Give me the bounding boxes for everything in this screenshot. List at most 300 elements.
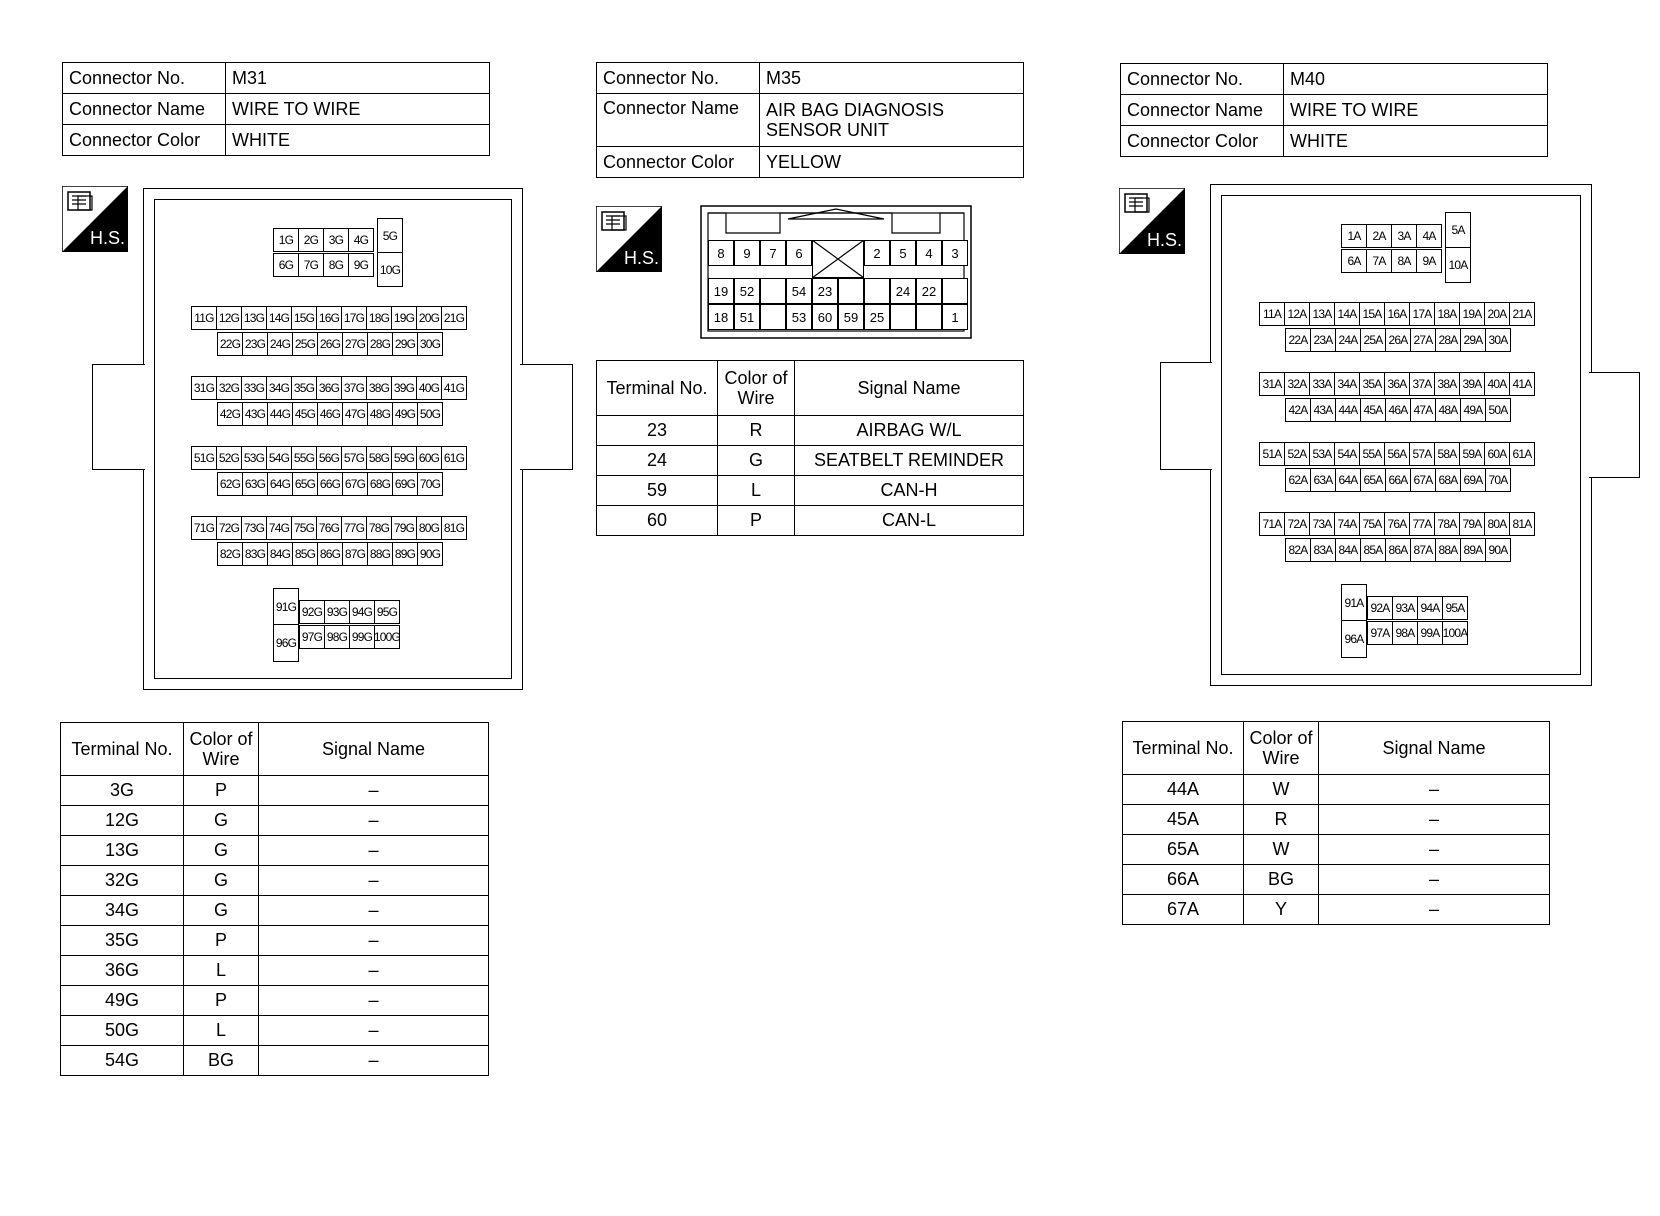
pin-8: 8	[708, 240, 734, 266]
pin-47g: 47G	[342, 402, 368, 426]
m35-connector-color-label: Connector Color	[597, 147, 760, 178]
pin-60: 60	[812, 304, 838, 330]
pin-36g: 36G	[316, 376, 342, 400]
svg-text:H.S.: H.S.	[90, 228, 126, 248]
pin-28a: 28A	[1435, 328, 1461, 352]
wire-color-cell: G	[184, 806, 259, 836]
signal-name-cell: –	[1319, 805, 1550, 835]
signal-name-cell: –	[259, 986, 489, 1016]
pin-29g: 29G	[392, 332, 418, 356]
pin-76g: 76G	[316, 516, 342, 540]
terminal-cell: 59	[597, 476, 718, 506]
pin-100a: 100A	[1442, 621, 1468, 645]
m40-terminal-no-header: Terminal No.	[1123, 722, 1244, 775]
pin-27a: 27A	[1410, 328, 1436, 352]
pin-6g: 6G	[273, 253, 299, 277]
pin-77a: 77A	[1409, 512, 1435, 536]
pin-42g: 42G	[217, 402, 243, 426]
wire-color-cell: R	[718, 416, 795, 446]
signal-name-cell: –	[259, 1046, 489, 1076]
pin-37a: 37A	[1409, 372, 1435, 396]
pin-89g: 89G	[392, 542, 418, 566]
pin-90a: 90A	[1485, 538, 1511, 562]
terminal-cell: 50G	[61, 1016, 184, 1046]
pin-5g: 5G	[377, 218, 403, 253]
terminal-cell: 49G	[61, 986, 184, 1016]
wire-color-cell: P	[184, 926, 259, 956]
pin-5: 5	[890, 240, 916, 266]
table-row	[597, 476, 1024, 506]
pin-17a: 17A	[1409, 302, 1435, 326]
pin-3a: 3A	[1391, 224, 1417, 248]
pin-40g: 40G	[416, 376, 442, 400]
pin-78a: 78A	[1434, 512, 1460, 536]
pin-86g: 86G	[317, 542, 343, 566]
wire-color-cell: G	[184, 896, 259, 926]
pin-30g: 30G	[417, 332, 443, 356]
pin-6a: 6A	[1341, 249, 1367, 273]
m31-connector-color: WHITE	[226, 125, 490, 156]
pin-57a: 57A	[1409, 442, 1435, 466]
wire-color-cell: W	[1244, 775, 1319, 805]
wire-color-cell: P	[718, 506, 795, 536]
m35-connector-name-label: Connector Name	[597, 94, 760, 147]
pin-23g: 23G	[242, 332, 268, 356]
pin-55g: 55G	[291, 446, 317, 470]
pin-16g: 16G	[316, 306, 342, 330]
pin-97a: 97A	[1367, 621, 1393, 645]
pin-53: 53	[786, 304, 812, 330]
pin-43g: 43G	[242, 402, 268, 426]
svg-text:H.S.: H.S.	[1147, 230, 1183, 250]
wire-color-cell: R	[1244, 805, 1319, 835]
m35-wire-color-header: Color of Wire	[718, 361, 795, 416]
pin-75a: 75A	[1359, 512, 1385, 536]
table-row	[61, 986, 489, 1016]
signal-name-cell: –	[259, 1016, 489, 1046]
pin-62a: 62A	[1285, 468, 1311, 492]
m40-signal-name-header: Signal Name	[1319, 722, 1550, 775]
terminal-cell: 32G	[61, 866, 184, 896]
pin-53g: 53G	[241, 446, 267, 470]
wire-color-cell: P	[184, 986, 259, 1016]
table-row	[61, 956, 489, 986]
signal-name-cell: –	[1319, 895, 1550, 925]
pin-68g: 68G	[367, 472, 393, 496]
terminal-cell: 3G	[61, 776, 184, 806]
pin-3g: 3G	[323, 228, 349, 252]
pin-71a: 71A	[1259, 512, 1285, 536]
pin-13a: 13A	[1309, 302, 1335, 326]
pin-74g: 74G	[266, 516, 292, 540]
pin-52a: 52A	[1284, 442, 1310, 466]
terminal-cell: 36G	[61, 956, 184, 986]
terminal-cell: 54G	[61, 1046, 184, 1076]
pin-67g: 67G	[342, 472, 368, 496]
table-row	[61, 776, 489, 806]
pin-92g: 92G	[299, 600, 325, 624]
harness-side-icon	[62, 186, 128, 252]
pin-80g: 80G	[416, 516, 442, 540]
pin-24g: 24G	[267, 332, 293, 356]
m31-connector-name: WIRE TO WIRE	[226, 94, 490, 125]
pin-1a: 1A	[1341, 224, 1367, 248]
m40-wire-color-header: Color of Wire	[1244, 722, 1319, 775]
pin-4g: 4G	[348, 228, 374, 252]
pin-13g: 13G	[241, 306, 267, 330]
m35-info-table	[596, 62, 1024, 178]
wire-color-cell: Y	[1244, 895, 1319, 925]
pin-10a: 10A	[1445, 247, 1471, 283]
pin-48g: 48G	[367, 402, 393, 426]
wire-color-cell: W	[1244, 835, 1319, 865]
pin-36a: 36A	[1384, 372, 1410, 396]
pin-70g: 70G	[417, 472, 443, 496]
pin-96g: 96G	[273, 624, 299, 662]
pin-20g: 20G	[416, 306, 442, 330]
signal-name-cell: –	[1319, 865, 1550, 895]
pin-17g: 17G	[341, 306, 367, 330]
terminal-cell: 45A	[1123, 805, 1244, 835]
terminal-cell: 66A	[1123, 865, 1244, 895]
pin-68a: 68A	[1435, 468, 1461, 492]
pin-22: 22	[916, 278, 942, 304]
terminal-cell: 12G	[61, 806, 184, 836]
pin-66a: 66A	[1385, 468, 1411, 492]
pin-46a: 46A	[1385, 398, 1411, 422]
blocked-cavity-icon	[812, 240, 864, 278]
pin-51a: 51A	[1259, 442, 1285, 466]
pin-8a: 8A	[1391, 249, 1417, 273]
m31-terminal-table	[60, 722, 489, 1076]
pin-99g: 99G	[349, 625, 375, 649]
pin-54g: 54G	[266, 446, 292, 470]
pin-39a: 39A	[1459, 372, 1485, 396]
pin-69a: 69A	[1460, 468, 1486, 492]
pin-54: 54	[786, 278, 812, 304]
pin-19a: 19A	[1459, 302, 1485, 326]
pin-22a: 22A	[1285, 328, 1311, 352]
terminal-cell: 67A	[1123, 895, 1244, 925]
m31-wire-color-header: Color of Wire	[184, 723, 259, 776]
pin-59: 59	[838, 304, 864, 330]
signal-name-cell: –	[259, 776, 489, 806]
pin-47a: 47A	[1410, 398, 1436, 422]
pin-15g: 15G	[291, 306, 317, 330]
pin-2a: 2A	[1366, 224, 1392, 248]
pin-7: 7	[760, 240, 786, 266]
pin-94a: 94A	[1417, 596, 1443, 620]
pin-86a: 86A	[1385, 538, 1411, 562]
pin-2g: 2G	[298, 228, 324, 252]
pin-15a: 15A	[1359, 302, 1385, 326]
signal-name-cell: –	[1319, 775, 1550, 805]
m40-left-latch	[1160, 362, 1212, 470]
table-row	[61, 1046, 489, 1076]
table-row	[61, 836, 489, 866]
m40-connector-color: WHITE	[1284, 126, 1548, 157]
pin-51g: 51G	[191, 446, 217, 470]
m40-terminal-table	[1122, 721, 1550, 925]
pin-50g: 50G	[417, 402, 443, 426]
pin-85g: 85G	[292, 542, 318, 566]
pin-61g: 61G	[441, 446, 467, 470]
signal-name-cell: CAN-H	[795, 476, 1024, 506]
m40-info-table	[1120, 63, 1548, 157]
pin-18g: 18G	[366, 306, 392, 330]
pin-85a: 85A	[1360, 538, 1386, 562]
pin-58g: 58G	[366, 446, 392, 470]
signal-name-cell: –	[259, 926, 489, 956]
m35-signal-name-header: Signal Name	[795, 361, 1024, 416]
pin-29a: 29A	[1460, 328, 1486, 352]
pin-28g: 28G	[367, 332, 393, 356]
pin-12a: 12A	[1284, 302, 1310, 326]
wire-color-cell: L	[184, 956, 259, 986]
terminal-cell: 13G	[61, 836, 184, 866]
pin-11g: 11G	[191, 306, 217, 330]
pin-64g: 64G	[267, 472, 293, 496]
pin-100g: 100G	[374, 625, 400, 649]
pin-56a: 56A	[1384, 442, 1410, 466]
pin-59g: 59G	[391, 446, 417, 470]
svg-text:H.S.: H.S.	[624, 248, 660, 268]
m35-connector-color: YELLOW	[760, 147, 1024, 178]
table-row	[597, 416, 1024, 446]
pin-79a: 79A	[1459, 512, 1485, 536]
pin-40a: 40A	[1484, 372, 1510, 396]
table-row	[61, 866, 489, 896]
pin-27g: 27G	[342, 332, 368, 356]
pin-93g: 93G	[324, 600, 350, 624]
pin-26a: 26A	[1385, 328, 1411, 352]
pin-97g: 97G	[299, 625, 325, 649]
pin-91g: 91G	[273, 588, 299, 625]
signal-name-cell: –	[259, 806, 489, 836]
pin-53a: 53A	[1309, 442, 1335, 466]
pin-10g: 10G	[377, 252, 403, 287]
pin-64a: 64A	[1335, 468, 1361, 492]
pin-76a: 76A	[1384, 512, 1410, 536]
pin-95a: 95A	[1442, 596, 1468, 620]
pin-61a: 61A	[1509, 442, 1535, 466]
terminal-cell: 44A	[1123, 775, 1244, 805]
m31-left-latch	[92, 364, 145, 470]
terminal-cell: 24	[597, 446, 718, 476]
pin-12g: 12G	[216, 306, 242, 330]
empty-cavity	[916, 304, 942, 330]
pin-63a: 63A	[1310, 468, 1336, 492]
pin-14g: 14G	[266, 306, 292, 330]
pin-80a: 80A	[1484, 512, 1510, 536]
harness-side-icon	[596, 206, 662, 272]
pin-50a: 50A	[1485, 398, 1511, 422]
pin-1: 1	[942, 304, 968, 330]
pin-52: 52	[734, 278, 760, 304]
pin-19g: 19G	[391, 306, 417, 330]
pin-24a: 24A	[1335, 328, 1361, 352]
pin-22g: 22G	[217, 332, 243, 356]
pin-24: 24	[890, 278, 916, 304]
m40-connector-no: M40	[1284, 64, 1548, 95]
pin-34g: 34G	[266, 376, 292, 400]
pin-99a: 99A	[1417, 621, 1443, 645]
table-row	[597, 506, 1024, 536]
pin-92a: 92A	[1367, 596, 1393, 620]
empty-cavity	[942, 278, 968, 304]
pin-20a: 20A	[1484, 302, 1510, 326]
pin-44a: 44A	[1335, 398, 1361, 422]
table-row	[1123, 775, 1550, 805]
pin-60g: 60G	[416, 446, 442, 470]
pin-6: 6	[786, 240, 812, 266]
pin-33a: 33A	[1309, 372, 1335, 396]
m40-connector-name: WIRE TO WIRE	[1284, 95, 1548, 126]
wire-color-cell: P	[184, 776, 259, 806]
pin-35a: 35A	[1359, 372, 1385, 396]
empty-cavity	[890, 304, 916, 330]
pin-74a: 74A	[1334, 512, 1360, 536]
signal-name-cell: –	[259, 836, 489, 866]
pin-91a: 91A	[1341, 584, 1367, 621]
pin-82g: 82G	[217, 542, 243, 566]
signal-name-cell: CAN-L	[795, 506, 1024, 536]
empty-cavity	[760, 278, 786, 304]
pin-73g: 73G	[241, 516, 267, 540]
pin-30a: 30A	[1485, 328, 1511, 352]
pin-35g: 35G	[291, 376, 317, 400]
pin-98g: 98G	[324, 625, 350, 649]
pin-81a: 81A	[1509, 512, 1535, 536]
table-row	[1123, 805, 1550, 835]
pin-33g: 33G	[241, 376, 267, 400]
pin-70a: 70A	[1485, 468, 1511, 492]
pin-84a: 84A	[1335, 538, 1361, 562]
harness-side-icon	[1119, 188, 1185, 254]
pin-25: 25	[864, 304, 890, 330]
signal-name-cell: –	[259, 896, 489, 926]
terminal-cell: 34G	[61, 896, 184, 926]
signal-name-cell: SEATBELT REMINDER	[795, 446, 1024, 476]
pin-62g: 62G	[217, 472, 243, 496]
pin-14a: 14A	[1334, 302, 1360, 326]
pin-25g: 25G	[292, 332, 318, 356]
table-row	[61, 926, 489, 956]
pin-23a: 23A	[1310, 328, 1336, 352]
pin-72g: 72G	[216, 516, 242, 540]
pin-18a: 18A	[1434, 302, 1460, 326]
pin-98a: 98A	[1392, 621, 1418, 645]
table-row	[597, 446, 1024, 476]
table-row	[1123, 895, 1550, 925]
pin-88g: 88G	[367, 542, 393, 566]
pin-84g: 84G	[267, 542, 293, 566]
terminal-cell: 65A	[1123, 835, 1244, 865]
pin-75g: 75G	[291, 516, 317, 540]
table-row	[1123, 835, 1550, 865]
m31-signal-name-header: Signal Name	[259, 723, 489, 776]
pin-7g: 7G	[298, 253, 324, 277]
wire-color-cell: BG	[1244, 865, 1319, 895]
pin-5a: 5A	[1445, 212, 1471, 248]
pin-7a: 7A	[1366, 249, 1392, 273]
wire-color-cell: G	[718, 446, 795, 476]
pin-44g: 44G	[267, 402, 293, 426]
m40-connector-name-label: Connector Name	[1121, 95, 1284, 126]
m40-connector-no-label: Connector No.	[1121, 64, 1284, 95]
pin-49a: 49A	[1460, 398, 1486, 422]
table-row	[1123, 865, 1550, 895]
signal-name-cell: –	[259, 866, 489, 896]
pin-32a: 32A	[1284, 372, 1310, 396]
pin-8g: 8G	[323, 253, 349, 277]
m35-connector-name: AIR BAG DIAGNOSIS SENSOR UNIT	[760, 94, 1024, 147]
pin-9a: 9A	[1416, 249, 1442, 273]
pin-94g: 94G	[349, 600, 375, 624]
pin-87g: 87G	[342, 542, 368, 566]
empty-cavity	[760, 304, 786, 330]
m31-connector-no: M31	[226, 63, 490, 94]
pin-4a: 4A	[1416, 224, 1442, 248]
m35-terminal-table	[596, 360, 1024, 536]
table-row	[61, 1016, 489, 1046]
pin-57g: 57G	[341, 446, 367, 470]
terminal-cell: 35G	[61, 926, 184, 956]
pin-48a: 48A	[1435, 398, 1461, 422]
pin-41g: 41G	[441, 376, 467, 400]
pin-3: 3	[942, 240, 968, 266]
signal-name-cell: –	[259, 956, 489, 986]
wire-color-cell: G	[184, 866, 259, 896]
pin-55a: 55A	[1359, 442, 1385, 466]
pin-89a: 89A	[1460, 538, 1486, 562]
pin-63g: 63G	[242, 472, 268, 496]
m31-right-latch	[520, 364, 573, 470]
wire-color-cell: BG	[184, 1046, 259, 1076]
pin-79g: 79G	[391, 516, 417, 540]
pin-9g: 9G	[348, 253, 374, 277]
pin-45g: 45G	[292, 402, 318, 426]
pin-67a: 67A	[1410, 468, 1436, 492]
pin-1g: 1G	[273, 228, 299, 252]
m40-right-latch	[1589, 372, 1640, 478]
pin-49g: 49G	[392, 402, 418, 426]
pin-69g: 69G	[392, 472, 418, 496]
pin-41a: 41A	[1509, 372, 1535, 396]
pin-11a: 11A	[1259, 302, 1285, 326]
m35-terminal-no-header: Terminal No.	[597, 361, 718, 416]
pin-59a: 59A	[1459, 442, 1485, 466]
m31-connector-name-label: Connector Name	[63, 94, 226, 125]
pin-95g: 95G	[374, 600, 400, 624]
pin-43a: 43A	[1310, 398, 1336, 422]
m31-connector-color-label: Connector Color	[63, 125, 226, 156]
pin-34a: 34A	[1334, 372, 1360, 396]
pin-65a: 65A	[1360, 468, 1386, 492]
pin-72a: 72A	[1284, 512, 1310, 536]
pin-21g: 21G	[441, 306, 467, 330]
pin-31a: 31A	[1259, 372, 1285, 396]
pin-16a: 16A	[1384, 302, 1410, 326]
pin-78g: 78G	[366, 516, 392, 540]
wire-color-cell: L	[718, 476, 795, 506]
m35-connector-no: M35	[760, 63, 1024, 94]
table-row	[61, 806, 489, 836]
pin-45a: 45A	[1360, 398, 1386, 422]
wire-color-cell: G	[184, 836, 259, 866]
m31-terminal-no-header: Terminal No.	[61, 723, 184, 776]
pin-38g: 38G	[366, 376, 392, 400]
